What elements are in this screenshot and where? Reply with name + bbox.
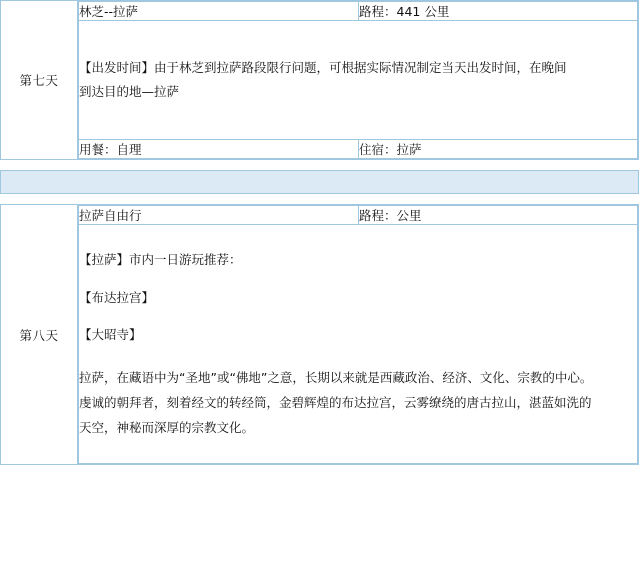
day-8-description-line-1: 【拉萨】市内一日游玩推荐： — [79, 251, 242, 267]
day-8-paragraph-line-1: 拉萨，在藏语中为“圣地”或“佛地”之意，长期以来就是西藏政治、经济、文化、宗教的中心。 — [79, 370, 593, 386]
day-8-label: 第八天 — [1, 205, 78, 465]
day-8-description-line-3: 【大昭寺】 — [79, 327, 142, 343]
day-8-description-row — [79, 225, 638, 464]
day-8-paragraph — [79, 365, 637, 440]
day-7-header-row — [79, 2, 638, 21]
day-7-description-line-1: 【出发时间】由于林芝到拉萨路段限行问题，可根据实际情况制定当天出发时间，在晚间 — [79, 60, 567, 76]
day-8-description — [79, 225, 638, 464]
day-8-paragraph-line-2: 虔诚的朝拜者，刻着经文的转经筒，金碧辉煌的布达拉宫，云雾缭绕的唐古拉山，湛蓝如洗的 — [79, 395, 592, 411]
day-7-distance: 路程：441 公里 — [359, 2, 638, 21]
day-8-paragraph-line-3: 天空，神秘而深厚的宗教文化。 — [79, 420, 255, 436]
day-8-inner-table — [78, 205, 638, 464]
day-7-inner-table — [78, 1, 638, 159]
day-7-row — [1, 1, 639, 160]
day-7-meal: 用餐：自理 — [79, 140, 359, 159]
day-7-table — [0, 0, 639, 160]
day-7-route-title: 林芝--拉萨 — [79, 2, 359, 21]
separator-band — [1, 171, 639, 194]
day-8-content — [78, 205, 639, 465]
day-7-content — [78, 1, 639, 160]
day-8-header-row — [79, 206, 638, 225]
day-7-description-line-2: 到达目的地—拉萨 — [79, 84, 180, 99]
day-7-meals-row — [79, 140, 638, 159]
day-7-description-row — [79, 21, 638, 140]
day-7-stay: 住宿：拉萨 — [359, 140, 638, 159]
day-7-description — [79, 21, 638, 140]
table-gap-1 — [0, 160, 640, 170]
day-8-table — [0, 204, 639, 465]
day-7-label: 第七天 — [1, 1, 78, 160]
day-8-distance: 路程：公里 — [359, 206, 638, 225]
day-8-row — [1, 205, 639, 465]
separator-band-table — [0, 170, 639, 194]
day-8-description-line-2: 【布达拉宫】 — [79, 289, 155, 305]
day-8-route-title: 拉萨自由行 — [79, 206, 359, 225]
table-gap-2 — [0, 194, 640, 204]
separator-band-row — [1, 171, 639, 194]
